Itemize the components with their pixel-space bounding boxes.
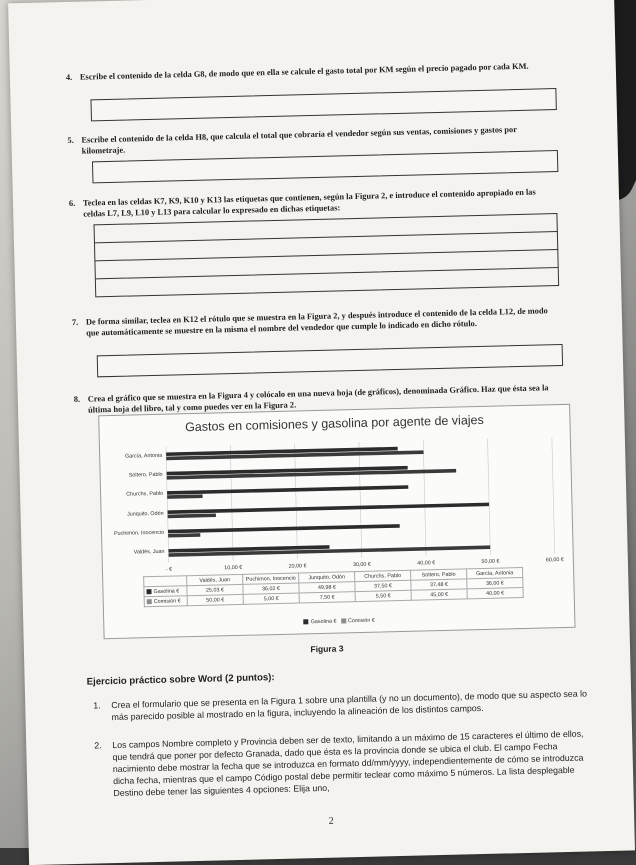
question-text: Escribe el contenido de la celda G8, de modo que en ella se calcule el gasto total por KM según el precio pagado por cada KM. <box>79 61 529 82</box>
question-number: 4. <box>65 72 73 83</box>
row-swatch <box>146 589 151 594</box>
question-text: Crea el gráfico que se muestra en la Figura 4 y colócalo en una nueva hoja (de gráficos), denominada Gráfico. Haz que ésta sea la última hoja del libro, tal y como puedes ver en la Figura 2. <box>87 383 549 415</box>
category-label: Junquito, Odón <box>126 510 164 518</box>
gridline <box>166 447 169 563</box>
question-text: Teclea en las celdas K7, K9, K10 y K13 las etiquetas que contienen, según la Figura 2, e introduce el contenido apropiado en las celdas L7, L9, L10 y L13 para calcular lo expresado en dichas etiquetas: <box>82 187 536 219</box>
gridline <box>230 445 233 561</box>
question-number: 8. <box>73 394 81 404</box>
document-page <box>8 0 635 865</box>
data-table-cell: 36,00 € <box>467 577 523 588</box>
bar-gasolina <box>168 503 490 514</box>
legend-swatch-comision <box>341 618 346 623</box>
gridline <box>359 442 362 558</box>
chart-title: Gastos en comisiones y gasolina por agente de viajes <box>184 412 484 435</box>
answer-grid-6 <box>94 213 560 297</box>
question-number: 6. <box>68 198 76 208</box>
bar-comision <box>168 533 200 537</box>
question-number: 7. <box>71 317 79 327</box>
row-label: Gasolina € <box>153 587 180 595</box>
data-table-cell: 37,50 € <box>355 580 411 591</box>
answer-box-5 <box>92 150 558 183</box>
x-tick-label: 20,00 € <box>288 563 307 570</box>
data-table-cell: 50,00 € <box>187 594 243 605</box>
item-number: 2. <box>94 740 102 751</box>
question-7 <box>71 305 556 338</box>
list-item-2 <box>94 727 599 799</box>
answer-box-4 <box>90 88 556 121</box>
data-table-cell: 49,98 € <box>299 582 355 593</box>
data-table-cell: 5,50 € <box>355 590 411 601</box>
x-tick-label: 30,00 € <box>352 561 371 569</box>
legend-label-comision: Comisión € <box>347 617 375 625</box>
legend-swatch-gasolina <box>304 619 309 624</box>
bar-comision <box>168 513 216 518</box>
category-label: Valdés, Juan <box>133 549 165 556</box>
data-table-header: Junquito, Odón <box>299 572 355 583</box>
data-table-cell: 25,03 € <box>187 584 243 595</box>
data-table-header: Puchimon, Inocencio <box>243 573 299 584</box>
category-label: García, Antonia <box>124 452 163 460</box>
gridline <box>295 444 298 560</box>
expense-bar-chart <box>98 404 575 639</box>
data-table-row-header <box>144 596 187 607</box>
page-number: 2 <box>328 815 334 827</box>
data-table-cell: 40,00 € <box>467 587 523 598</box>
x-tick-label: 60,00 € <box>545 556 564 564</box>
x-tick-label: 40,00 € <box>417 560 436 567</box>
item-text: Crea el formulario que se presenta en la Figura 1 sobre una plantilla (y no un documento), de modo que su aspecto sea lo más parecido posible al mostrado en la figura, incluyendo la alineación de los distintos campos. <box>111 688 588 723</box>
data-table-header: Soltero, Pablo <box>411 569 467 580</box>
data-table-header: Valdés, Juan <box>187 574 243 585</box>
data-table-cell: 5,00 € <box>243 593 299 604</box>
question-text: Escribe el contenido de la celda H8, que calcula el total que cobraría el vendedor según sus ventas, comisiones y gastos por kilometraje. <box>81 125 517 156</box>
list-item-1 <box>93 687 597 723</box>
data-table-cell: 7,50 € <box>299 592 355 603</box>
bar-gasolina <box>167 485 408 494</box>
question-number: 5. <box>67 135 74 145</box>
figure-caption: Figura 3 <box>310 643 344 655</box>
row-label: Comisión € <box>153 597 181 605</box>
legend-label-gasolina: Gasolina € <box>310 618 337 626</box>
bar-comision <box>167 494 202 498</box>
x-tick-label: 10,00 € <box>224 564 243 572</box>
category-label: Soltero, Pablo <box>128 471 163 479</box>
exercise-heading: Ejercicio práctico sobre Word (2 puntos): <box>86 672 275 688</box>
data-table-cell: 36,02 € <box>243 583 299 594</box>
category-label: Puchimon, Inocencio <box>113 529 165 537</box>
category-label: Churchs, Pablo <box>126 491 164 498</box>
row-swatch <box>147 599 152 604</box>
item-number: 1. <box>93 700 101 711</box>
bar-gasolina <box>168 524 400 533</box>
data-table-cell: 45,00 € <box>411 589 467 600</box>
gridline <box>488 439 491 555</box>
item-text: Los campos Nombre completo y Provincia deben ser de texto, limitando a un máximo de 15 caracteres el último de ellos, que tendrá que poner por defecto Granada, dado que ésta es la provincia donde se ubica el club. El campo Fecha nacimiento debe mostrar la fecha que se introduzca en formato dd/mm/yyyy, independientemente de cómo se introduzca dicha fecha, mientras que el campo Código postal debe permitir teclear como máximo 5 números. La lista desplegable Destino debe tener las siguientes 4 opciones: Elija uno, <box>112 728 584 799</box>
x-tick-label: - € <box>165 566 173 573</box>
gridline <box>552 437 555 553</box>
x-tick-label: 50,00 € <box>481 558 500 566</box>
data-table-header: García, Antonia <box>467 568 523 579</box>
data-table-header: Churchs, Pablo <box>355 570 411 581</box>
question-text: De forma similar, teclea en K12 el rótulo que se muestra en la Figura 2, y después introduce el contenido de la celda L12, de modo que automáticamente se muestre en la misma el nombre del vendedor que cumple lo indicado en dicho rótulo. <box>85 306 548 338</box>
question-4 <box>65 60 550 83</box>
answer-box-7 <box>97 344 563 377</box>
gridline <box>423 440 426 556</box>
data-table-cell: 37,48 € <box>411 579 467 590</box>
